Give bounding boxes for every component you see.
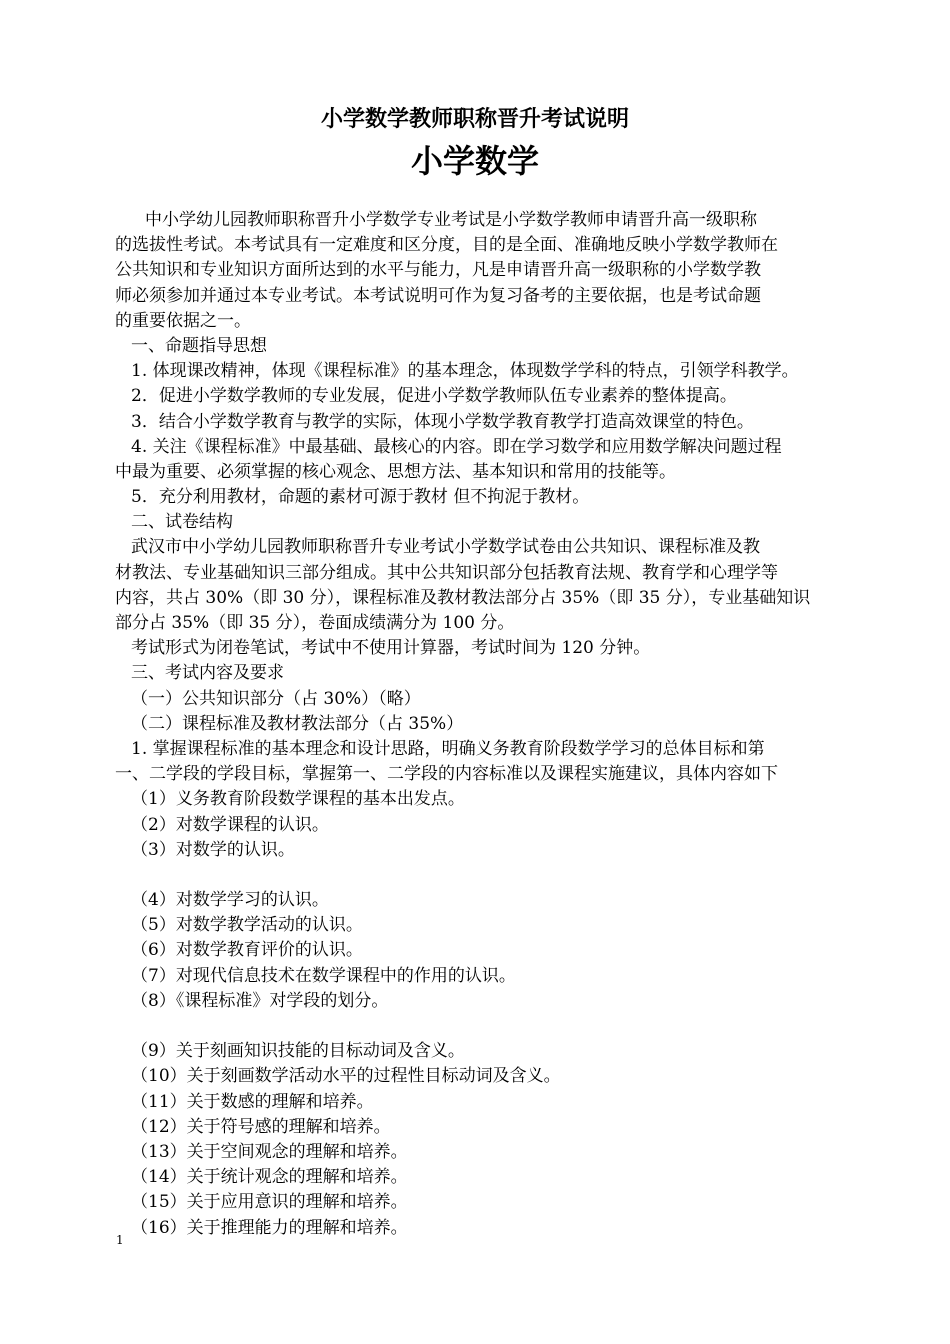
- blank-line: [115, 1014, 845, 1039]
- page-number: 1: [116, 1233, 124, 1247]
- document-body: [115, 208, 845, 1241]
- section-heading: 二、试卷结构: [131, 512, 233, 533]
- document-title: 小学数学教师职称晋升考试说明: [320, 106, 629, 132]
- intro-line: 的重要依据之一。: [115, 310, 251, 331]
- list-item: 1. 体现课改精神，体现《课程标准》的基本理念，体现数学学科的特点，引领学科教学。: [131, 361, 799, 382]
- list-item: （12）关于符号感的理解和培养。: [131, 1116, 391, 1137]
- list-item: （3）对数学的认识。: [131, 839, 295, 860]
- paragraph-line: 内容，共占 30%（即 30 分），课程标准及教材教法部分占 35%（即 35 分），专业基础知识: [115, 587, 811, 608]
- list-item: （11）关于数感的理解和培养。: [131, 1091, 374, 1112]
- list-item: 3．结合小学数学教育与教学的实际，体现小学数学教育教学打造高效课堂的特色。: [131, 411, 754, 432]
- list-item-continuation: 一、二学段的学段目标，掌握第一、二学段的内容标准以及课程实施建议，具体内容如下: [115, 764, 778, 785]
- document-subtitle: 小学数学: [410, 142, 539, 180]
- list-item-continuation: 中最为重要、必须掌握的核心观念、思想方法、基本知识和常用的技能等。: [115, 461, 676, 482]
- list-item: （2）对数学课程的认识。: [131, 814, 329, 835]
- paragraph-line: 考试形式为闭卷笔试，考试中不使用计算器，考试时间为 120 分钟。: [131, 638, 651, 659]
- intro-line: 公共知识和专业知识方面所达到的水平与能力，凡是申请晋升高一级职称的小学数学教: [115, 260, 761, 281]
- intro-line: 中小学幼儿园教师职称晋升小学数学专业考试是小学数学教师申请晋升高一级职称: [145, 210, 757, 230]
- section-heading: 一、命题指导思想: [131, 335, 267, 356]
- list-item: （5）对数学教学活动的认识。: [131, 915, 363, 936]
- list-item: （7）对现代信息技术在数学课程中的作用的认识。: [131, 965, 516, 986]
- list-item: 4. 关注《课程标准》中最基础、最核心的内容。即在学习数学和应用数学解决问题过程: [131, 436, 782, 457]
- paragraph-line: 部分占 35%（即 35 分），卷面成绩满分为 100 分。: [115, 613, 515, 633]
- list-item: （13）关于空间观念的理解和培养。: [131, 1141, 408, 1162]
- list-item: （9）关于刻画知识技能的目标动词及含义。: [131, 1041, 465, 1062]
- list-item: （14）关于统计观念的理解和培养。: [131, 1167, 408, 1188]
- subsection-heading: （二）课程标准及教材教法部分（占 35%）: [131, 713, 464, 734]
- intro-line: 师必须参加并通过本专业考试。本考试说明可作为复习备考的主要依据，也是考试命题: [115, 285, 761, 306]
- section-heading: 三、考试内容及要求: [131, 663, 284, 684]
- list-item: （6）对数学教育评价的认识。: [131, 940, 363, 961]
- blank-line: [115, 863, 845, 888]
- list-item: 2．促进小学数学教师的专业发展，促进小学数学教师队伍专业素养的整体提高。: [131, 386, 737, 407]
- list-item: （10）关于刻画数学活动水平的过程性目标动词及含义。: [131, 1066, 561, 1087]
- list-item: 5．充分利用教材，命题的素材可源于教材 但不拘泥于教材。: [131, 487, 590, 508]
- list-item: （1）义务教育阶段数学课程的基本出发点。: [131, 789, 465, 810]
- intro-line: 的选拔性考试。本考试具有一定难度和区分度，目的是全面、准确地反映小学数学教师在: [115, 235, 778, 256]
- paragraph-line: 武汉市中小学幼儿园教师职称晋升专业考试小学数学试卷由公共知识、课程标准及教: [131, 537, 760, 558]
- list-item: （15）关于应用意识的理解和培养。: [131, 1192, 408, 1213]
- list-item: （16）关于推理能力的理解和培养。: [131, 1217, 408, 1238]
- list-item: 1. 掌握课程标准的基本理念和设计思路，明确义务教育阶段数学学习的总体目标和第: [131, 738, 765, 759]
- list-item: （8）《课程标准》对学段的划分。: [131, 990, 389, 1011]
- subsection-heading: （一）公共知识部分（占 30%）（略）: [131, 688, 421, 709]
- list-item: （4）对数学学习的认识。: [131, 890, 329, 911]
- paragraph-line: 材教法、专业基础知识三部分组成。其中公共知识部分包括教育法规、教育学和心理学等: [115, 562, 778, 583]
